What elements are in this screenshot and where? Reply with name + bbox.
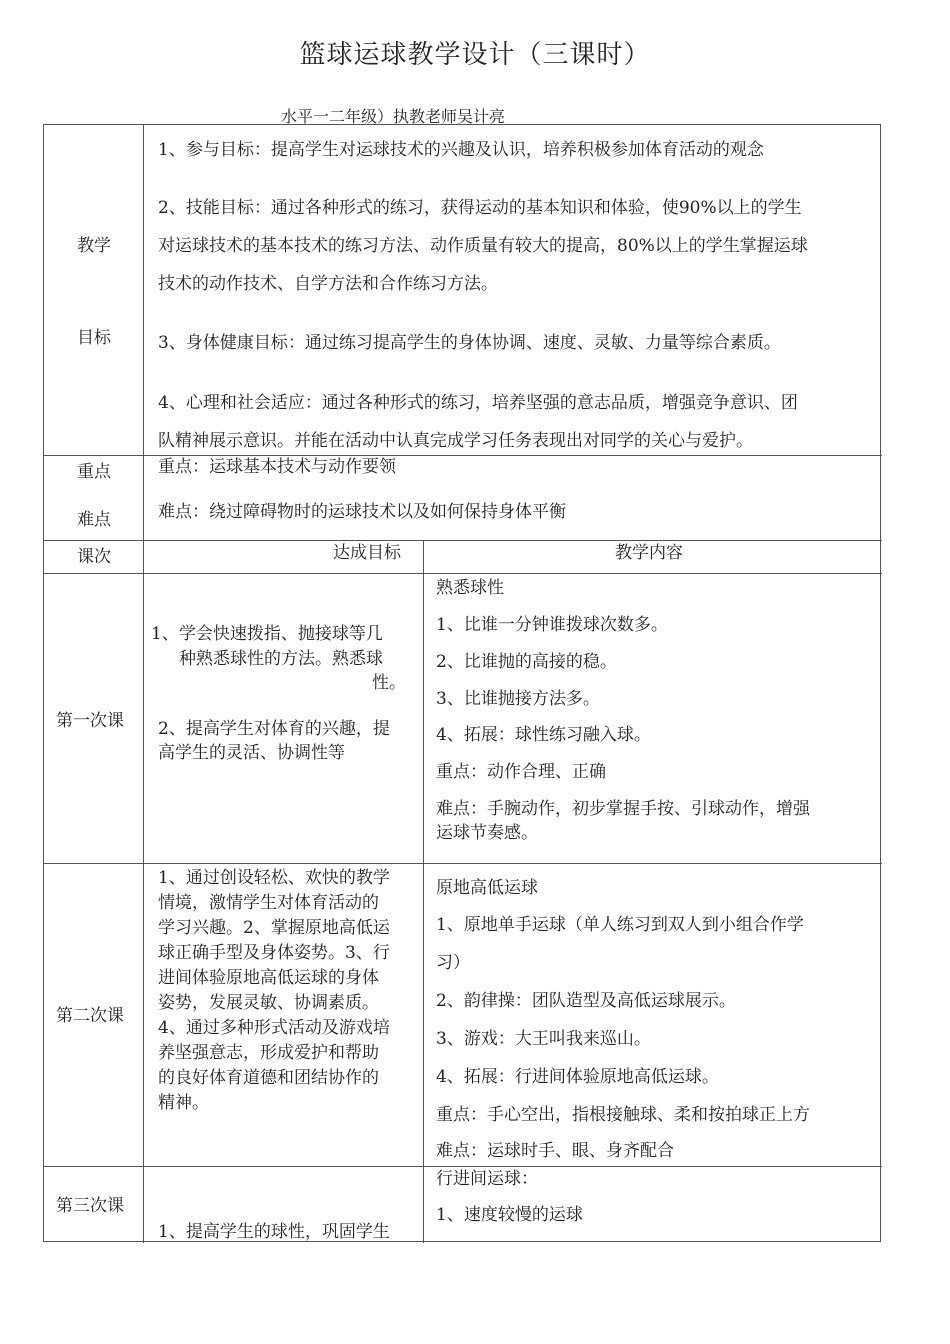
lesson2-content-item: 4、拓展：行进间体验原地高低运球。 (436, 1067, 719, 1087)
lesson2-content-item: 2、韵律操：团队造型及高低运球展示。 (436, 991, 736, 1011)
row-divider (44, 863, 882, 864)
lesson-plan-table (43, 124, 881, 1242)
objectives-label-2: 目标 (77, 328, 111, 348)
column-divider (143, 125, 144, 1243)
lesson1-difficulty-line2: 运球节奏感。 (436, 823, 538, 843)
lesson2-content-item-line1: 1、原地单手运球（单人练习到双人到小组合作学 (436, 915, 804, 935)
objective-social-line1: 4、心理和社会适应：通过各种形式的练习，培养坚强的意志品质，增强竞争意识、团 (158, 393, 798, 413)
difficulty-label: 难点 (77, 510, 111, 530)
lesson2-goal-line: 4、通过多种形式活动及游戏培 (158, 1018, 390, 1038)
lesson1-label: 第一次课 (56, 711, 124, 731)
lesson2-content-item-line2: 习） (436, 953, 470, 973)
header-goal: 达成目标 (333, 543, 401, 563)
lesson1-content-item: 2、比谁抛的高接的稳。 (436, 652, 617, 672)
lesson2-goal-line: 学习兴趣。2、掌握原地高低运 (158, 918, 390, 938)
objective-skill-line1: 2、技能目标：通过各种形式的练习，获得运动的基本知识和体验，使90%以上的学生 (158, 198, 802, 218)
lesson1-goal-line2: 种熟悉球性的方法。熟悉球 (179, 649, 383, 669)
lesson3-goal-line1: 1、提高学生的球性，巩固学生 (158, 1222, 390, 1242)
objective-participation: 1、参与目标：提高学生对运球技术的兴趣及认识，培养积极参加体育活动的观念 (158, 140, 764, 160)
objectives-label-1: 教学 (77, 236, 111, 256)
lesson3-label: 第三次课 (56, 1196, 124, 1216)
lesson2-content-item: 3、游戏：大王叫我来巡山。 (436, 1029, 651, 1049)
objective-social-line2: 队精神展示意识。并能在活动中认真完成学习任务表现出对同学的关心与爱护。 (158, 431, 753, 451)
objective-health: 3、身体健康目标：通过练习提高学生的身体协调、速度、灵敏、力量等综合素质。 (158, 333, 781, 353)
lesson2-goal-line: 姿势，发展灵敏、协调素质。 (158, 993, 379, 1013)
row-divider (44, 573, 882, 574)
lesson1-keypoint: 重点：动作合理、正确 (436, 762, 606, 782)
lesson3-content-title: 行进间运球： (436, 1169, 538, 1189)
lesson2-content-title: 原地高低运球 (436, 878, 538, 898)
keypoint-text: 重点：运球基本技术与动作要领 (158, 457, 396, 477)
header-content: 教学内容 (615, 543, 683, 563)
lesson1-difficulty-line1: 难点：手腕动作，初步掌握手按、引球动作，增强 (436, 799, 810, 819)
lesson1-content-item: 4、拓展：球性练习融入球。 (436, 725, 651, 745)
objective-skill-line3: 技术的动作技术、自学方法和合作练习方法。 (158, 274, 498, 294)
lesson1-goal2-line1: 2、提高学生对体育的兴趣，提 (158, 719, 390, 739)
lesson1-content-item: 3、比谁抛接方法多。 (436, 689, 600, 709)
lesson2-goal-line: 1、通过创设轻松、欢快的教学 (158, 868, 390, 888)
lesson2-goal-line: 的良好体育道德和团结协作的 (158, 1068, 379, 1088)
lesson1-content-item: 1、比谁一分钟谁拨球次数多。 (436, 615, 668, 635)
lesson2-keypoint: 重点：手心空出，指根接触球、柔和按拍球正上方 (436, 1105, 810, 1125)
lesson1-goal2-line2: 高学生的灵活、协调性等 (158, 743, 345, 763)
row-divider (44, 540, 882, 541)
lesson2-goal-line: 情境，激情学生对体育活动的 (158, 893, 379, 913)
lesson2-goal-line: 进间体验原地高低运球的身体 (158, 968, 379, 988)
document-title: 篮球运球教学设计（三课时） (299, 40, 651, 70)
lesson2-goal-line: 精神。 (158, 1093, 209, 1113)
lesson2-goal-line: 球正确手型及身体姿势。3、行 (158, 943, 390, 963)
difficulty-text: 难点：绕过障碍物时的运球技术以及如何保持身体平衡 (158, 502, 566, 522)
column-divider (423, 540, 424, 1243)
lesson3-content-item: 1、速度较慢的运球 (436, 1205, 583, 1225)
lesson2-goal-line: 养坚强意志，形成爱护和帮助 (158, 1043, 379, 1063)
lesson1-goal-line3: 性。 (372, 673, 406, 693)
document-subtitle: 水平一二年级）执教老师吴计亮 (281, 107, 506, 126)
keypoint-label: 重点 (77, 462, 111, 482)
objective-skill-line2: 对运球技术的基本技术的练习方法、动作质量有较大的提高，80%以上的学生掌握运球 (158, 236, 808, 256)
header-lesson: 课次 (77, 547, 111, 567)
lesson1-goal-line1: 1、学会快速拨指、抛接球等几 (151, 624, 383, 644)
lesson1-content-title: 熟悉球性 (436, 578, 504, 598)
lesson2-label: 第二次课 (56, 1006, 124, 1026)
lesson2-difficulty: 难点：运球时手、眼、身齐配合 (436, 1141, 674, 1161)
